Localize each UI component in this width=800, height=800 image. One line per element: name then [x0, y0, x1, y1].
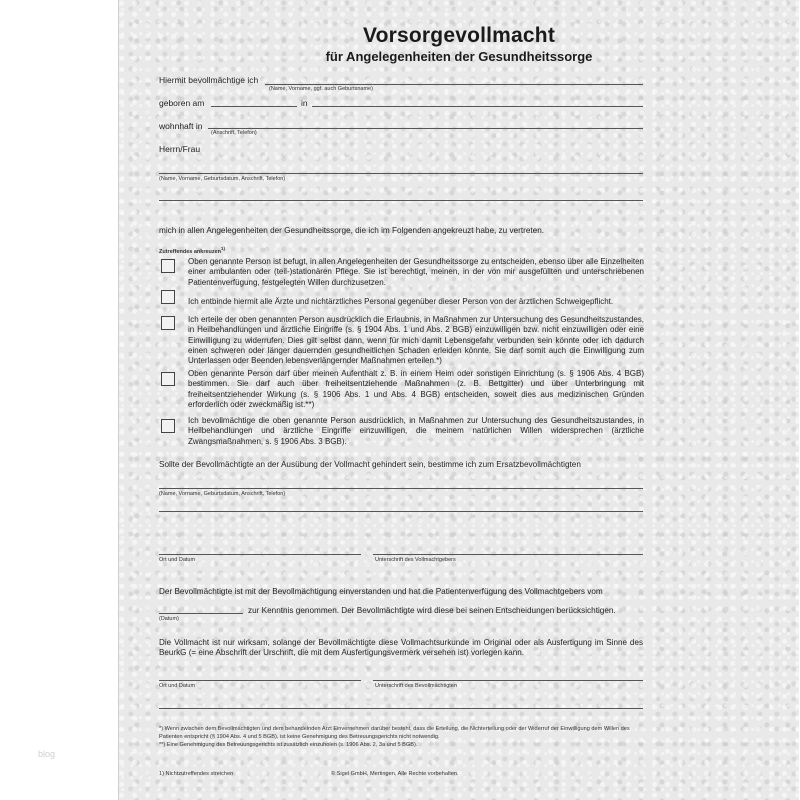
principal-signature-line[interactable]: [373, 554, 643, 555]
options-heading-mark: 1): [221, 246, 226, 251]
option-1-text: Oben genannte Person ist befugt, in allen Angelegenheiten der Gesundheitssorge zu entscheiden, ebenso über alle Einzelheiten einer ambulanten oder (teil-)stationären Pflege. Sie ist berechtigt, meinen, in der von mir ausgefüllten und unterschriebenen Patientenverfügung, festgelegten Willen durchzusetzen.: [188, 257, 644, 287]
resident-label: wohnhaft in: [159, 121, 203, 131]
patient-directive-date-line[interactable]: [159, 613, 243, 614]
validity-text: Die Vollmacht ist nur wirksam, solange der Bevollmächtigte diese Vollmachtsurkunde im Original oder als Ausfertigung im Sinne des BeurkG (= eine Abschrift der Urschrift, die mit dem Ausfertigungsvermerk versehen ist) vorlegen kann.: [159, 638, 643, 658]
agent-statement: mich in allen Angelegenheiten der Gesundheitssorge, die ich im Folgenden angekreuzt habe, zu vertreten.: [159, 226, 545, 235]
acceptance-line-2: zur Kenntnis genommen. Der Bevollmächtigte wird diese bei seinen Entscheidungen berücksichtigen.: [248, 606, 616, 615]
agent-label: Herrn/Frau: [159, 144, 201, 154]
agent-line-3[interactable]: [159, 708, 643, 709]
agent-place-date-line[interactable]: [159, 680, 361, 681]
agent-hint: (Name, Vorname, Geburtsdatum, Anschrift, Telefon): [159, 176, 286, 182]
option-5-text: Ich bevollmächtige die oben genannte Person ausdrücklich, in Maßnahmen zur Untersuchung des Gesundheitszustandes, in Heilbehandlungen und ärztliche Eingriffe einzuwilligen, die meinem natürlichen Willen widersprechen (ärztliche Zwangsmaßnahmen, s. § 1906 Abs. 3 BGB).: [188, 416, 644, 446]
copyright-notice: © Sigel GmbH, Mertingen, Alle Rechte vorbehalten.: [331, 771, 459, 777]
option-3-text: Ich erteile der oben genannten Person ausdrücklich die Erlaubnis, in Maßnahmen zur Untersuchung des Gesundheitszustandes, in Heilbehandlungen und ärztliche Eingriffe (s. § 1904 Abs. 1 und Abs. 2 BGB) einzuwilligen bzw. nicht einzuwilligen oder eine Einwilligung zu widerrufen. Dies gilt selbst dann, wenn für mich damit Lebensgefahr verbunden sein könnte oder ich dadurch einen schweren oder länger dauernden gesundheitlichen Schaden erleiden könnte. Sie darf somit auch die Einwilligung zum Unterlassen oder Beenden lebensverlängernder Maßnahmen erteilen.*): [188, 315, 644, 366]
substitute-line-2[interactable]: [159, 511, 643, 512]
footnote-strike: 1) Nichtzutreffendes streichen: [159, 771, 234, 777]
address-line[interactable]: [208, 128, 643, 129]
agent-line-2[interactable]: [159, 200, 643, 201]
address-hint: (Anschrift, Telefon): [211, 130, 257, 136]
options-heading-text: Zutreffendes ankreuzen: [159, 248, 222, 255]
document-subtitle: für Angelegenheiten der Gesundheitssorge: [325, 49, 593, 64]
agent-line-1[interactable]: [159, 173, 643, 174]
birth-place-line[interactable]: [312, 106, 643, 107]
principal-place-date-label: Ort und Datum: [159, 557, 196, 563]
substitute-line-1[interactable]: [159, 488, 643, 489]
agent-place-date-label: Ort und Datum: [159, 683, 196, 689]
acceptance-line-1: Der Bevollmächtigte ist mit der Bevollmächtigung einverstanden und hat die Patientenverfügung des Vollmachtgebers vom: [159, 587, 603, 596]
form-sheet: [118, 0, 799, 800]
birth-date-line[interactable]: [211, 106, 297, 107]
option-4-text: Oben genannte Person darf über meinen Aufenthalt z. B. in einem Heim oder sonstigen Einrichtung (s. § 1906 Abs. 4 BGB) bestimmen. Sie darf auch über freiheitsentziehende Maßnahmen (z. B. Bettgitter) und über Unterbringung mit freiheitsentziehender Wirkung (s. § 1906 Abs. 1 und Abs. 4 BGB) entscheiden, soweit dies aus medizinischen Gründen erforderlich oder zweckmäßig ist.**): [188, 369, 644, 409]
footnote-2: **) Eine Genehmigung des Betreuungsgerichts ist zusätzlich einzuholen (s. 1906 Abs. 2, 3a und 5 BGB).: [159, 742, 418, 748]
option-5-checkbox[interactable]: [161, 419, 175, 433]
option-2-text: Ich entbinde hiermit alle Ärzte und nichtärztliches Personal gegenüber dieser Person von der ärztlichen Schweigepflicht.: [188, 297, 614, 306]
principal-signature-label: Unterschrift des Vollmachtgebers: [375, 557, 456, 563]
date-hint: (Datum): [159, 616, 179, 622]
watermark: blog: [38, 749, 56, 759]
substitute-hint: (Name, Vorname, Geburtsdatum, Anschrift, Telefon): [159, 491, 286, 497]
option-2-checkbox[interactable]: [161, 290, 175, 304]
footnote-1: *) Wenn zwischen dem Bevollmächtigten und dem behandelnden Arzt Einvernehmen darüber besteht, dass die Erteilung, die Nichterteilung oder der Widerruf der Einwilligung dem Willen des Patienten entspricht (§ 1904 Abs. 4 und 5 BGB), ist keine Genehmigung des Betreuungsgerichts nicht notwendig.: [159, 726, 630, 740]
document-title: Vorsorgevollmacht: [362, 24, 556, 47]
born-in-label: in: [301, 98, 308, 108]
agent-signature-label: Unterschrift des Bevollmächtigten: [375, 683, 457, 689]
agent-signature-line[interactable]: [373, 680, 643, 681]
principal-intro-label: Hiermit bevollmächtige ich: [159, 75, 259, 85]
option-1-checkbox[interactable]: [161, 259, 175, 273]
substitute-statement: Sollte der Bevollmächtigte an der Ausübung der Vollmacht gehindert sein, bestimme ich zum Ersatzbevollmächtigten: [159, 460, 581, 469]
principal-name-hint: (Name, Vorname, ggf. auch Geburtsname): [269, 86, 373, 92]
options-heading: [159, 246, 225, 255]
born-on-label: geboren am: [159, 98, 205, 108]
principal-name-line[interactable]: [265, 84, 643, 85]
option-4-checkbox[interactable]: [161, 372, 175, 386]
option-3-checkbox[interactable]: [161, 316, 175, 330]
principal-place-date-line[interactable]: [159, 554, 361, 555]
